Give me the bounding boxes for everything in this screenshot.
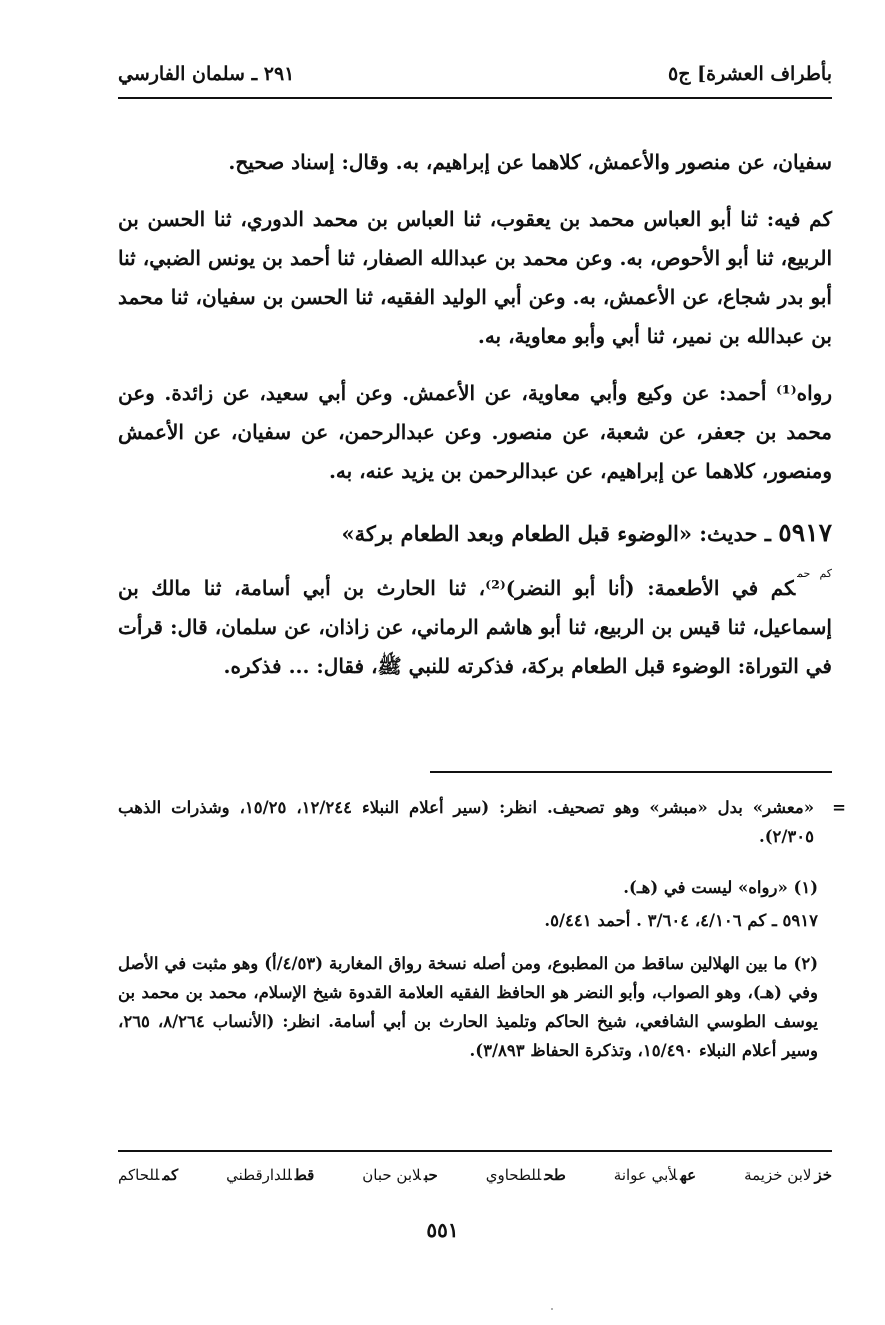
footnote-continuation bbox=[118, 793, 846, 851]
footnote-separator bbox=[430, 771, 832, 773]
scan-speck bbox=[551, 1308, 553, 1310]
page-number: ٥٥١ bbox=[426, 1218, 459, 1242]
legend-item: عهلأبي عوانة bbox=[613, 1166, 697, 1184]
header-book-title: بأطراف العشرة] ج٥ bbox=[668, 63, 832, 85]
footnote-1: (١) «رواه» ليست في (هـ). bbox=[623, 878, 818, 897]
legend-item: كمللحاكم bbox=[118, 1166, 179, 1184]
paragraph-1: سفيان، عن منصور والأعمش، كلاهما عن إبراهيم، به. وقال: إسناد صحيح. bbox=[228, 150, 832, 174]
footnote-continuation-text: «معشر» بدل «مبشر» وهو تصحيف. انظر: (سير أعلام النبلاء ١٢/٢٤٤، ١٥/٢٥، وشذرات الذهب ٢/٣٠٥). bbox=[118, 798, 815, 846]
footnotes bbox=[118, 793, 846, 1065]
legend-item: قطللدارقطني bbox=[226, 1166, 315, 1184]
header-rule bbox=[118, 97, 832, 99]
hadith-number: ٥٩١٧ bbox=[778, 518, 832, 547]
legend-rule bbox=[118, 1150, 832, 1152]
footnote-2: (٢) ما بين الهلالين ساقط من المطبوع، ومن أصله نسخة رواق المغاربة (٤/٥٣/أ) وهو مثبت في الأصل وفي (هـ)، وهو الصواب، وأبو النضر هو الحافظ الفقيه العلامة القدوة شيخ الإسلام، محمد بن محمد بن يوسف الطوسي الشافعي، شيخ الحاكم وتلميذ الحارث بن أبي أسامة. انظر: (الأنساب ٨/٢٦٤، ٢٦٥، وسير أعلام النبلاء ١٥/٤٩٠، وتذكرة الحفاظ ٣/٨٩٣). bbox=[118, 954, 819, 1060]
hadith-title-text: ـ حديث: «الوضوء قبل الطعام وبعد الطعام بركة» bbox=[341, 521, 771, 546]
header-section-title: ٢٩١ ـ سلمان الفارسي bbox=[118, 63, 295, 85]
legend-item: طحللطحاوي bbox=[485, 1166, 566, 1184]
paragraph-4 bbox=[118, 554, 832, 686]
running-header bbox=[118, 58, 832, 90]
paragraph-4-text: كم في الأطعمة: (أنا أبو النضر)⁽²⁾، ثنا الحارث بن أبي أسامة، ثنا مالك بن إسماعيل، ثنا قيس بن الربيع، ثنا أبو هاشم الرماني، عن زاذان، عن سلمان، قال: قرأت في التوراة: الوضوء قبل الطعام بركة، فذكرته للنبي ﷺ، فقال: ... فذكره. bbox=[118, 576, 832, 678]
sigla-annotation: كم حم bbox=[797, 567, 833, 580]
source-reference: ٥٩١٧ ـ كم ٤/١٠٦، ٣/٦٠٤ . أحمد ٥/٤٤١. bbox=[544, 911, 818, 930]
paragraph-2: كم فيه: ثنا أبو العباس محمد بن يعقوب، ثنا العباس بن محمد الدوري، ثنا الحسن بن الربيع، ثنا أبو الأحوص، به. وعن محمد بن عبدالله الصفار، ثنا أحمد بن يونس الضبي، ثنا أبو بدر شجاع، عن الأعمش، به. وعن أبي الوليد الفقيه، ثنا الحسن بن سفيان، ثنا محمد بن عبدالله بن نمير، ثنا أبي وأبو معاوية، به. bbox=[118, 207, 832, 348]
continuation-mark: = bbox=[832, 798, 846, 817]
legend-item: حبلابن حبان bbox=[362, 1166, 438, 1184]
paragraph-3: رواه⁽¹⁾ أحمد: عن وكيع وأبي معاوية، عن الأعمش. وعن أبي سعيد، عن زائدة. وعن محمد بن جعفر، عن شعبة، عن منصور. وعن عبدالرحمن، عن سفيان، عن الأعمش ومنصور، كلاهما عن إبراهيم، عن عبدالرحمن بن يزيد عنه، به. bbox=[118, 381, 832, 483]
hadith-heading bbox=[118, 513, 832, 554]
abbreviation-legend bbox=[118, 1166, 832, 1184]
legend-item: خزلابن خزيمة bbox=[744, 1166, 832, 1184]
main-text bbox=[118, 143, 832, 686]
